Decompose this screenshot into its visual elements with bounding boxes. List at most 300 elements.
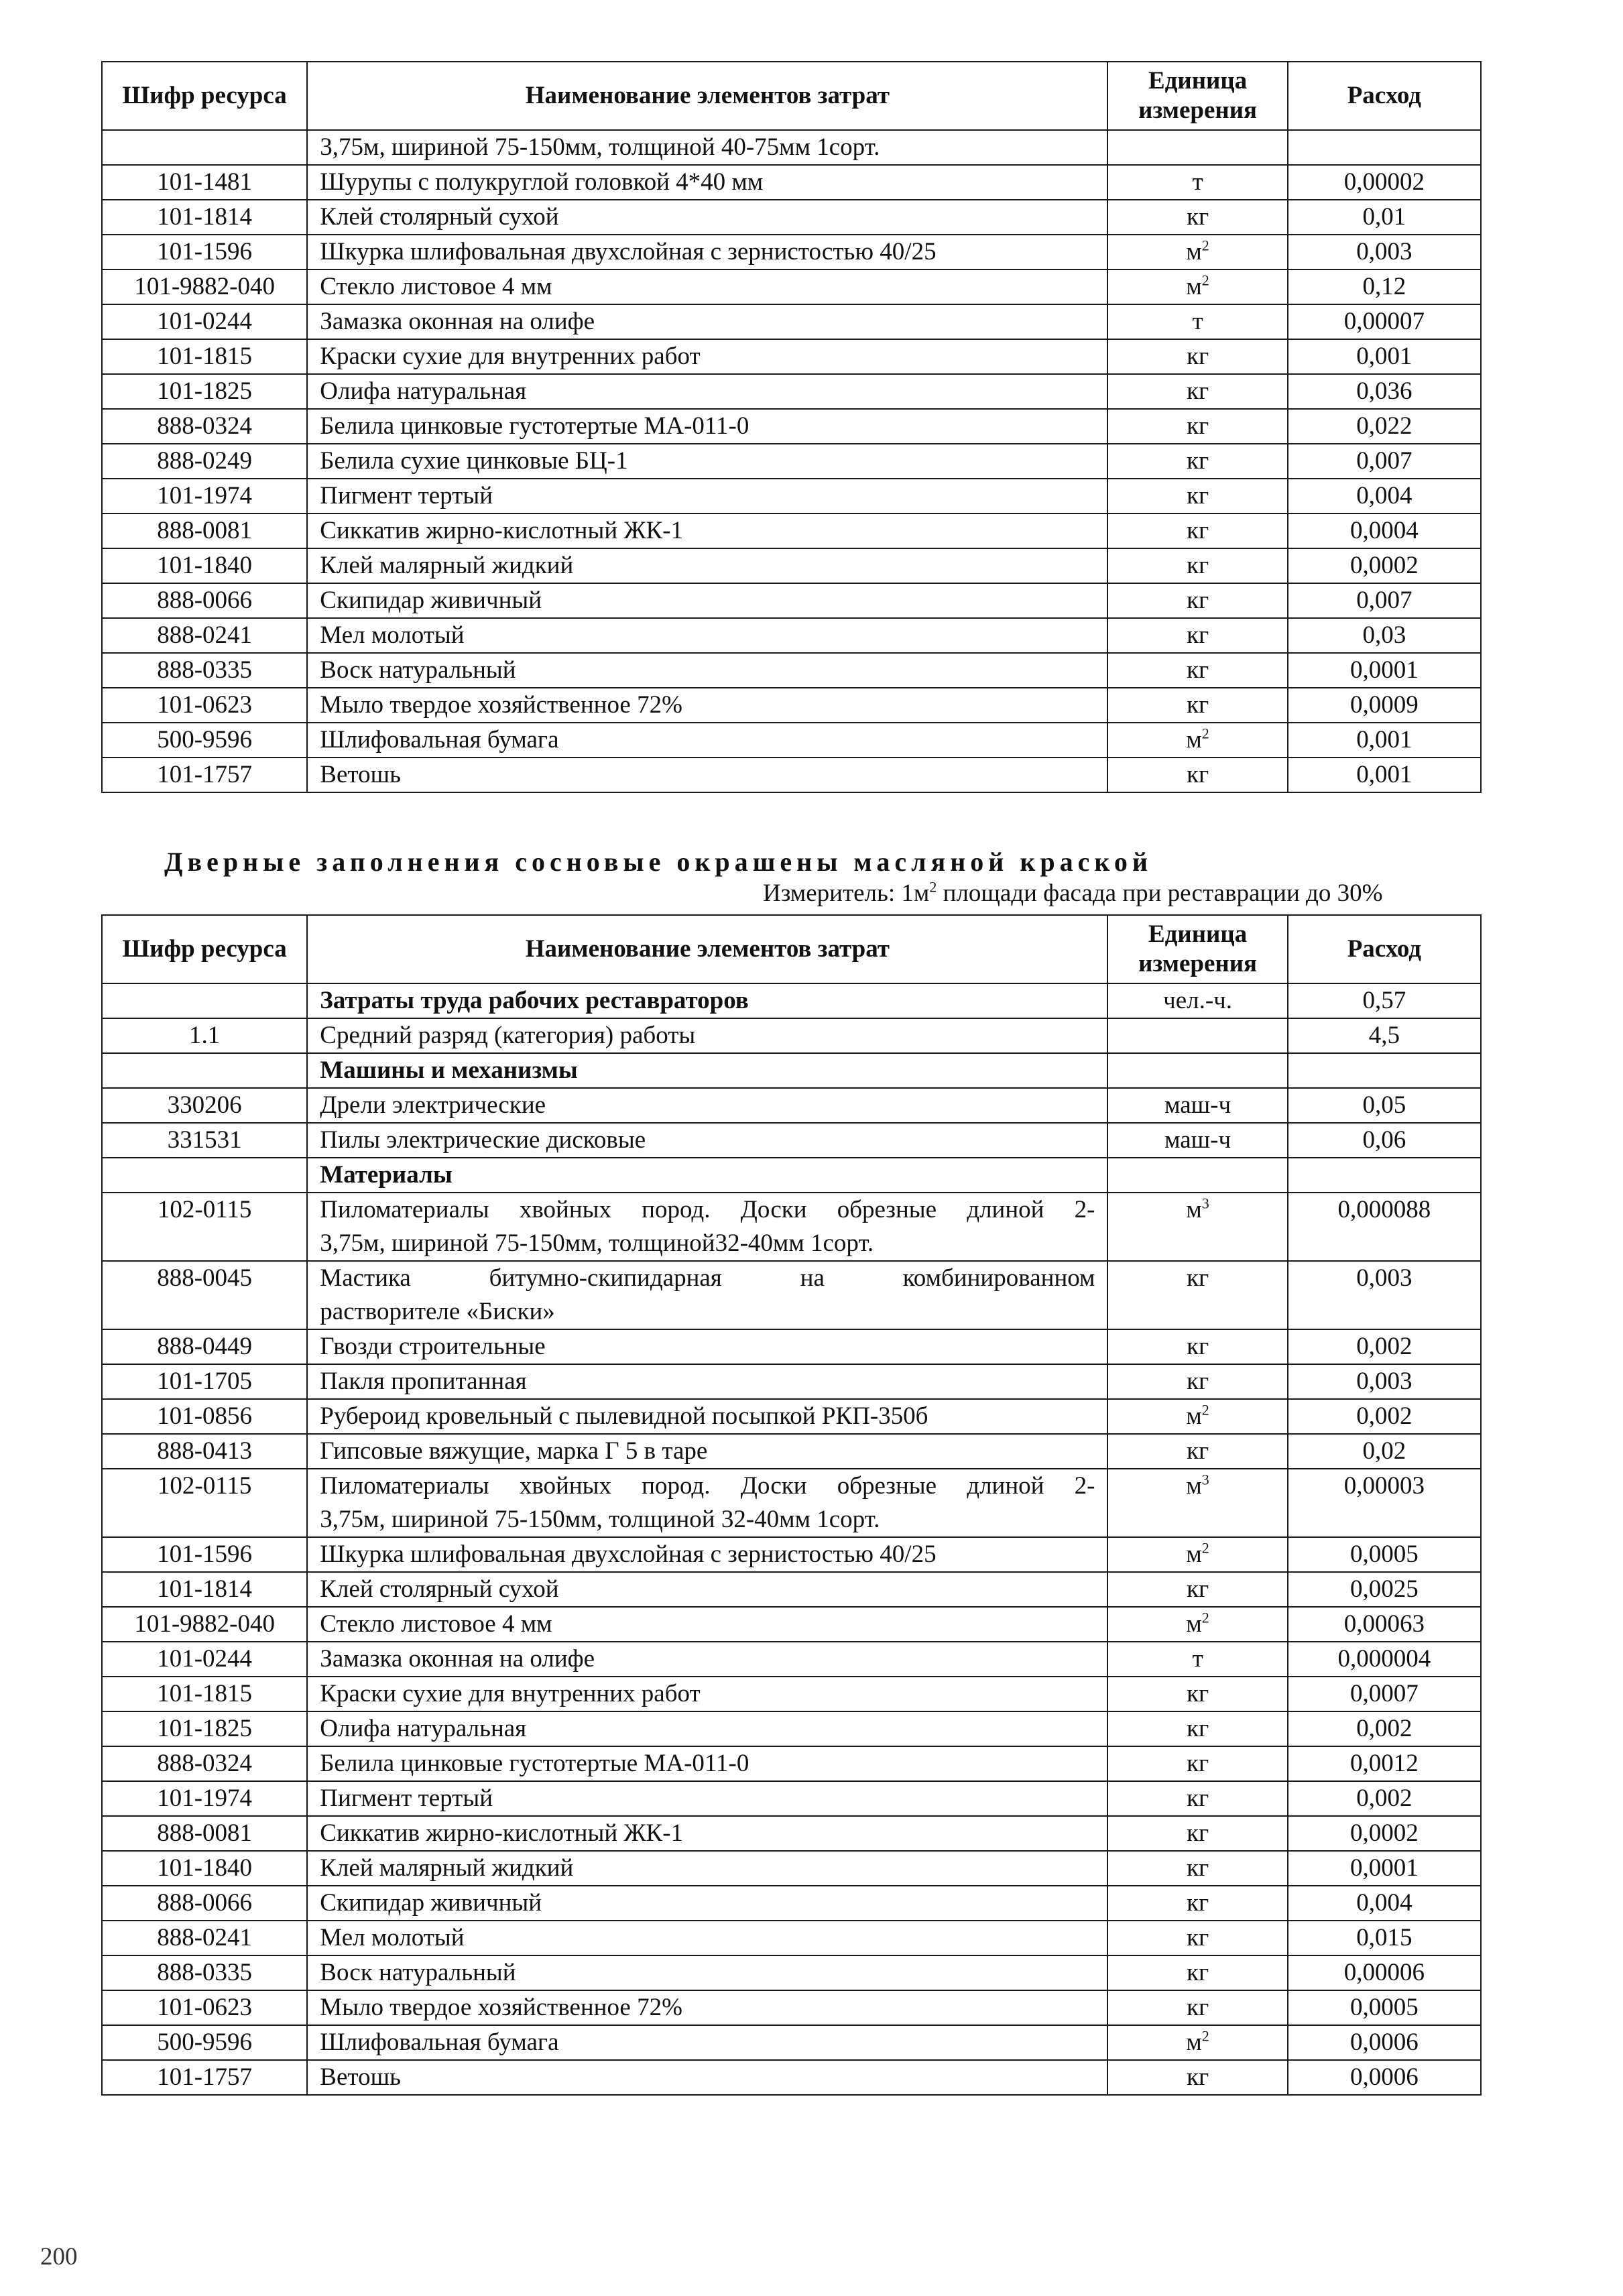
resource-name bbox=[307, 1193, 1107, 1261]
header-unit: Единица измерения bbox=[1107, 62, 1287, 130]
unit-cell bbox=[1107, 1434, 1287, 1469]
measure-suffix: площади фасада при реставрации до 30% bbox=[937, 880, 1383, 907]
unit-exponent: 2 bbox=[1201, 271, 1209, 289]
table-row bbox=[102, 1469, 1481, 1537]
unit-cell bbox=[1107, 758, 1287, 792]
table-row bbox=[102, 339, 1481, 374]
unit: маш-ч bbox=[1164, 1126, 1231, 1154]
resource-name: Белила сухие цинковые БЦ-1 bbox=[307, 444, 1107, 479]
consumption-value: 0,00063 bbox=[1288, 1607, 1481, 1642]
resource-code: 101-9882-040 bbox=[102, 1607, 307, 1642]
table-row bbox=[102, 688, 1481, 723]
unit: м bbox=[1186, 1196, 1202, 1223]
unit-cell bbox=[1107, 1921, 1287, 1955]
unit: кг bbox=[1187, 1333, 1209, 1360]
consumption-value: 0,002 bbox=[1288, 1329, 1481, 1364]
resource-name: Клей малярный жидкий bbox=[307, 548, 1107, 583]
table-row bbox=[102, 1851, 1481, 1886]
unit-exponent: 2 bbox=[1201, 1401, 1209, 1418]
unit: м bbox=[1186, 2029, 1202, 2056]
unit-cell bbox=[1107, 1537, 1287, 1572]
resource-name bbox=[307, 1469, 1107, 1537]
resource-code: 888-0066 bbox=[102, 1886, 307, 1921]
consumption-value bbox=[1288, 1158, 1481, 1193]
unit: т bbox=[1192, 1645, 1203, 1673]
table-row bbox=[102, 1746, 1481, 1781]
unit-cell bbox=[1107, 479, 1287, 513]
resource-code: 888-0066 bbox=[102, 583, 307, 618]
table-row bbox=[102, 1399, 1481, 1434]
unit: м bbox=[1186, 1540, 1202, 1568]
consumption-value: 0,00002 bbox=[1288, 165, 1481, 200]
resource-code: 888-0241 bbox=[102, 618, 307, 653]
resource-name: Белила цинковые густотертые МА-011-0 bbox=[307, 1746, 1107, 1781]
header-qty: Расход bbox=[1288, 62, 1481, 130]
unit: т bbox=[1192, 308, 1203, 335]
consumption-value bbox=[1288, 1053, 1481, 1088]
header-name: Наименование элементов затрат bbox=[307, 62, 1107, 130]
resource-name: Олифа натуральная bbox=[307, 1711, 1107, 1746]
table-2-body bbox=[102, 983, 1481, 2095]
unit-cell bbox=[1107, 723, 1287, 758]
unit: м bbox=[1186, 273, 1202, 300]
resource-name: Клей столярный сухой bbox=[307, 200, 1107, 235]
unit: кг bbox=[1187, 1715, 1209, 1742]
unit: кг bbox=[1187, 1924, 1209, 1951]
consumption-value: 0,0005 bbox=[1288, 1990, 1481, 2025]
unit-cell bbox=[1107, 1193, 1287, 1261]
consumption-value: 0,015 bbox=[1288, 1921, 1481, 1955]
resource-name: Шурупы с полукруглой головкой 4*40 мм bbox=[307, 165, 1107, 200]
unit: кг bbox=[1187, 1854, 1209, 1882]
consumption-value: 0,57 bbox=[1288, 983, 1481, 1018]
table-row bbox=[102, 374, 1481, 409]
unit: кг bbox=[1187, 447, 1209, 475]
resource-code: 101-1814 bbox=[102, 1572, 307, 1607]
resource-code: 101-0623 bbox=[102, 1990, 307, 2025]
unit-exponent: 2 bbox=[1201, 1609, 1209, 1626]
resource-code: 101-1974 bbox=[102, 479, 307, 513]
consumption-value: 0,007 bbox=[1288, 583, 1481, 618]
table-row bbox=[102, 723, 1481, 758]
resource-code: 101-1974 bbox=[102, 1781, 307, 1816]
resource-name: Шкурка шлифовальная двухслойная с зернистостью 40/25 bbox=[307, 235, 1107, 269]
resource-code: 888-0241 bbox=[102, 1921, 307, 1955]
resource-name-line1: Пиломатериалы хвойных пород. Доски обрезные длиной 2- bbox=[320, 1196, 1095, 1223]
resource-code: 888-0081 bbox=[102, 513, 307, 548]
resource-name: Замазка оконная на олифе bbox=[307, 1642, 1107, 1677]
consumption-value: 0,0005 bbox=[1288, 1537, 1481, 1572]
measure-prefix: Измеритель: 1м bbox=[763, 880, 930, 907]
resource-code: 888-0324 bbox=[102, 409, 307, 444]
unit-cell bbox=[1107, 1158, 1287, 1193]
table-row bbox=[102, 1537, 1481, 1572]
resource-code: 101-9882-040 bbox=[102, 269, 307, 304]
table-row bbox=[102, 1261, 1481, 1329]
unit-cell bbox=[1107, 1990, 1287, 2025]
resource-code bbox=[102, 1053, 307, 1088]
consumption-value: 4,5 bbox=[1288, 1018, 1481, 1053]
table-row bbox=[102, 653, 1481, 688]
resource-code bbox=[102, 983, 307, 1018]
resource-code: 888-0081 bbox=[102, 1816, 307, 1851]
unit: кг bbox=[1187, 761, 1209, 788]
table-row bbox=[102, 130, 1481, 165]
unit-cell bbox=[1107, 1261, 1287, 1329]
resource-name: Сиккатив жирно-кислотный ЖК-1 bbox=[307, 1816, 1107, 1851]
unit-cell bbox=[1107, 1053, 1287, 1088]
table-row bbox=[102, 1158, 1481, 1193]
resource-name-line1: Пиломатериалы хвойных пород. Доски обрезные длиной 2- bbox=[320, 1472, 1095, 1500]
resource-name: Шкурка шлифовальная двухслойная с зернистостью 40/25 bbox=[307, 1537, 1107, 1572]
unit: кг bbox=[1187, 691, 1209, 719]
resource-name: Материалы bbox=[307, 1158, 1107, 1193]
unit: т bbox=[1192, 168, 1203, 196]
table-row bbox=[102, 1921, 1481, 1955]
resource-name-line2: 3,75м, шириной 75-150мм, толщиной 32-40мм 1сорт. bbox=[320, 1506, 880, 1533]
consumption-value: 0,001 bbox=[1288, 758, 1481, 792]
resource-code: 101-1757 bbox=[102, 758, 307, 792]
unit-cell bbox=[1107, 1088, 1287, 1123]
table-row bbox=[102, 2060, 1481, 2095]
consumption-value: 0,0001 bbox=[1288, 653, 1481, 688]
table-row bbox=[102, 269, 1481, 304]
unit: кг bbox=[1187, 343, 1209, 370]
consumption-value bbox=[1288, 130, 1481, 165]
resource-name: Шлифовальная бумага bbox=[307, 723, 1107, 758]
resource-code: 102-0115 bbox=[102, 1193, 307, 1261]
resource-table-2 bbox=[101, 914, 1482, 2096]
consumption-value: 0,000004 bbox=[1288, 1642, 1481, 1677]
resource-code: 101-0244 bbox=[102, 1642, 307, 1677]
resource-name: Мел молотый bbox=[307, 618, 1107, 653]
resource-code bbox=[102, 1158, 307, 1193]
resource-name: Воск натуральный bbox=[307, 1955, 1107, 1990]
measure-line bbox=[763, 879, 1382, 908]
table-row bbox=[102, 1329, 1481, 1364]
table-row bbox=[102, 548, 1481, 583]
resource-code: 888-0449 bbox=[102, 1329, 307, 1364]
resource-code: 101-1814 bbox=[102, 200, 307, 235]
unit-cell bbox=[1107, 1572, 1287, 1607]
unit-cell bbox=[1107, 513, 1287, 548]
resource-name: Замазка оконная на олифе bbox=[307, 304, 1107, 339]
unit-cell bbox=[1107, 618, 1287, 653]
resource-code: 500-9596 bbox=[102, 723, 307, 758]
resource-code: 101-1825 bbox=[102, 374, 307, 409]
resource-name: Мыло твердое хозяйственное 72% bbox=[307, 688, 1107, 723]
unit-cell bbox=[1107, 1123, 1287, 1158]
consumption-value: 0,002 bbox=[1288, 1711, 1481, 1746]
resource-code: 101-0623 bbox=[102, 688, 307, 723]
table-row bbox=[102, 1053, 1481, 1088]
table-row bbox=[102, 583, 1481, 618]
unit: кг bbox=[1187, 1819, 1209, 1847]
resource-code: 330206 bbox=[102, 1088, 307, 1123]
unit: кг bbox=[1187, 377, 1209, 405]
resource-name: Скипидар живичный bbox=[307, 583, 1107, 618]
unit: кг bbox=[1187, 552, 1209, 579]
resource-code: 101-1757 bbox=[102, 2060, 307, 2095]
consumption-value: 0,0001 bbox=[1288, 1851, 1481, 1886]
unit-cell bbox=[1107, 1329, 1287, 1364]
consumption-value: 0,001 bbox=[1288, 339, 1481, 374]
consumption-value: 0,003 bbox=[1288, 1261, 1481, 1329]
unit-cell bbox=[1107, 2025, 1287, 2060]
unit-cell bbox=[1107, 200, 1287, 235]
unit-cell bbox=[1107, 1469, 1287, 1537]
consumption-value: 0,003 bbox=[1288, 1364, 1481, 1399]
consumption-value: 0,12 bbox=[1288, 269, 1481, 304]
resource-code: 101-1596 bbox=[102, 235, 307, 269]
table-row bbox=[102, 1364, 1481, 1399]
unit: кг bbox=[1187, 1264, 1209, 1292]
resource-name: Белила цинковые густотертые МА-011-0 bbox=[307, 409, 1107, 444]
resource-code: 101-1596 bbox=[102, 1537, 307, 1572]
resource-name-line2: 3,75м, шириной 75-150мм, толщиной32-40мм 1сорт. bbox=[320, 1229, 874, 1257]
table-row bbox=[102, 304, 1481, 339]
header-code: Шифр ресурса bbox=[102, 62, 307, 130]
unit: кг bbox=[1187, 412, 1209, 440]
unit: м bbox=[1186, 238, 1202, 265]
resource-name: Олифа натуральная bbox=[307, 374, 1107, 409]
unit: кг bbox=[1187, 1785, 1209, 1812]
table-row bbox=[102, 1955, 1481, 1990]
unit-cell bbox=[1107, 1955, 1287, 1990]
resource-code: 888-0335 bbox=[102, 1955, 307, 1990]
table-row bbox=[102, 983, 1481, 1018]
unit: м bbox=[1186, 726, 1202, 753]
consumption-value: 0,007 bbox=[1288, 444, 1481, 479]
unit-cell bbox=[1107, 1816, 1287, 1851]
unit: кг bbox=[1187, 482, 1209, 509]
consumption-value: 0,05 bbox=[1288, 1088, 1481, 1123]
resource-table-1 bbox=[101, 61, 1482, 793]
resource-code: 888-0324 bbox=[102, 1746, 307, 1781]
resource-name: Краски сухие для внутренних работ bbox=[307, 339, 1107, 374]
resource-code: 888-0249 bbox=[102, 444, 307, 479]
unit: кг bbox=[1187, 1368, 1209, 1395]
resource-name bbox=[307, 1261, 1107, 1329]
table-row bbox=[102, 1018, 1481, 1053]
unit-exponent: 2 bbox=[1201, 1539, 1209, 1557]
unit: м bbox=[1186, 1472, 1202, 1500]
unit: маш-ч bbox=[1164, 1091, 1231, 1119]
unit-cell bbox=[1107, 269, 1287, 304]
unit-cell bbox=[1107, 1642, 1287, 1677]
resource-name: 3,75м, шириной 75-150мм, толщиной 40-75мм 1сорт. bbox=[307, 130, 1107, 165]
consumption-value: 0,06 bbox=[1288, 1123, 1481, 1158]
resource-code: 101-0244 bbox=[102, 304, 307, 339]
section-title: Дверные заполнения сосновые окрашены масляной краской bbox=[164, 847, 1152, 877]
page-number: 200 bbox=[40, 2243, 78, 2271]
resource-code: 888-0413 bbox=[102, 1434, 307, 1469]
consumption-value: 0,002 bbox=[1288, 1781, 1481, 1816]
resource-name-line2: растворителе «Биски» bbox=[320, 1298, 555, 1325]
unit: кг bbox=[1187, 203, 1209, 231]
resource-code: 101-1481 bbox=[102, 165, 307, 200]
table-row bbox=[102, 1572, 1481, 1607]
table-row bbox=[102, 444, 1481, 479]
consumption-value: 0,00003 bbox=[1288, 1469, 1481, 1537]
resource-code bbox=[102, 130, 307, 165]
resource-code: 101-0856 bbox=[102, 1399, 307, 1434]
unit: кг bbox=[1187, 587, 1209, 614]
table-row bbox=[102, 1642, 1481, 1677]
table-row bbox=[102, 513, 1481, 548]
unit-cell bbox=[1107, 1711, 1287, 1746]
resource-name: Средний разряд (категория) работы bbox=[307, 1018, 1107, 1053]
resource-name: Пигмент тертый bbox=[307, 1781, 1107, 1816]
resource-name: Стекло листовое 4 мм bbox=[307, 269, 1107, 304]
table-row bbox=[102, 479, 1481, 513]
table-row bbox=[102, 1711, 1481, 1746]
unit-cell bbox=[1107, 1399, 1287, 1434]
unit-exponent: 2 bbox=[1201, 2027, 1209, 2045]
consumption-value: 0,002 bbox=[1288, 1399, 1481, 1434]
unit-cell bbox=[1107, 2060, 1287, 2095]
resource-name: Сиккатив жирно-кислотный ЖК-1 bbox=[307, 513, 1107, 548]
table-row bbox=[102, 165, 1481, 200]
resource-name: Скипидар живичный bbox=[307, 1886, 1107, 1921]
resource-name: Рубероид кровельный с пылевидной посыпкой РКП-350б bbox=[307, 1399, 1107, 1434]
resource-name: Дрели электрические bbox=[307, 1088, 1107, 1123]
consumption-value: 0,0025 bbox=[1288, 1572, 1481, 1607]
unit: кг bbox=[1187, 2063, 1209, 2091]
resource-name: Ветошь bbox=[307, 2060, 1107, 2095]
resource-code: 1.1 bbox=[102, 1018, 307, 1053]
header-unit: Единица измерения bbox=[1107, 915, 1287, 983]
resource-name: Стекло листовое 4 мм bbox=[307, 1607, 1107, 1642]
resource-code: 888-0335 bbox=[102, 653, 307, 688]
unit: м bbox=[1186, 1402, 1202, 1430]
resource-name: Клей столярный сухой bbox=[307, 1572, 1107, 1607]
resource-name: Мел молотый bbox=[307, 1921, 1107, 1955]
unit-cell bbox=[1107, 1886, 1287, 1921]
consumption-value: 0,022 bbox=[1288, 409, 1481, 444]
resource-code: 331531 bbox=[102, 1123, 307, 1158]
consumption-value: 0,003 bbox=[1288, 235, 1481, 269]
resource-code: 101-1815 bbox=[102, 339, 307, 374]
unit-cell bbox=[1107, 1018, 1287, 1053]
unit-cell bbox=[1107, 304, 1287, 339]
unit-cell bbox=[1107, 983, 1287, 1018]
unit-cell bbox=[1107, 409, 1287, 444]
table-row bbox=[102, 1607, 1481, 1642]
consumption-value: 0,001 bbox=[1288, 723, 1481, 758]
resource-code: 888-0045 bbox=[102, 1261, 307, 1329]
table-row bbox=[102, 1886, 1481, 1921]
resource-name: Краски сухие для внутренних работ bbox=[307, 1677, 1107, 1711]
table-1-body bbox=[102, 130, 1481, 792]
unit: чел.-ч. bbox=[1163, 987, 1233, 1014]
table-row bbox=[102, 2025, 1481, 2060]
unit: кг bbox=[1187, 1889, 1209, 1917]
resource-name: Клей малярный жидкий bbox=[307, 1851, 1107, 1886]
unit-exponent: 2 bbox=[1201, 725, 1209, 742]
unit: кг bbox=[1187, 1959, 1209, 1986]
unit-cell bbox=[1107, 688, 1287, 723]
unit-exponent: 3 bbox=[1201, 1195, 1209, 1212]
resource-name: Затраты труда рабочих реставраторов bbox=[307, 983, 1107, 1018]
resource-code: 500-9596 bbox=[102, 2025, 307, 2060]
consumption-value: 0,0012 bbox=[1288, 1746, 1481, 1781]
consumption-value: 0,0006 bbox=[1288, 2025, 1481, 2060]
resource-name: Мыло твердое хозяйственное 72% bbox=[307, 1990, 1107, 2025]
table-row bbox=[102, 1123, 1481, 1158]
consumption-value: 0,000088 bbox=[1288, 1193, 1481, 1261]
consumption-value: 0,0007 bbox=[1288, 1677, 1481, 1711]
table-row bbox=[102, 1677, 1481, 1711]
unit: кг bbox=[1187, 656, 1209, 684]
unit-cell bbox=[1107, 548, 1287, 583]
consumption-value: 0,004 bbox=[1288, 1886, 1481, 1921]
unit-cell bbox=[1107, 339, 1287, 374]
resource-code: 101-1840 bbox=[102, 548, 307, 583]
table-row bbox=[102, 1781, 1481, 1816]
unit-cell bbox=[1107, 653, 1287, 688]
resource-name: Пигмент тертый bbox=[307, 479, 1107, 513]
unit-cell bbox=[1107, 1607, 1287, 1642]
measure-sup: 2 bbox=[929, 878, 937, 896]
header-name: Наименование элементов затрат bbox=[307, 915, 1107, 983]
resource-code: 101-1815 bbox=[102, 1677, 307, 1711]
consumption-value: 0,0006 bbox=[1288, 2060, 1481, 2095]
unit: кг bbox=[1187, 1994, 1209, 2021]
consumption-value: 0,02 bbox=[1288, 1434, 1481, 1469]
unit-cell bbox=[1107, 1677, 1287, 1711]
resource-name: Пилы электрические дисковые bbox=[307, 1123, 1107, 1158]
resource-name: Машины и механизмы bbox=[307, 1053, 1107, 1088]
table-row bbox=[102, 758, 1481, 792]
unit: кг bbox=[1187, 1575, 1209, 1603]
unit-cell bbox=[1107, 1851, 1287, 1886]
resource-code: 101-1825 bbox=[102, 1711, 307, 1746]
unit-cell bbox=[1107, 165, 1287, 200]
unit: м bbox=[1186, 1610, 1202, 1638]
table-row bbox=[102, 618, 1481, 653]
consumption-value: 0,00007 bbox=[1288, 304, 1481, 339]
header-qty: Расход bbox=[1288, 915, 1481, 983]
resource-code: 102-0115 bbox=[102, 1469, 307, 1537]
unit-cell bbox=[1107, 374, 1287, 409]
resource-name: Шлифовальная бумага bbox=[307, 2025, 1107, 2060]
unit: кг bbox=[1187, 517, 1209, 544]
unit: кг bbox=[1187, 1750, 1209, 1777]
consumption-value: 0,036 bbox=[1288, 374, 1481, 409]
unit-cell bbox=[1107, 1746, 1287, 1781]
unit: кг bbox=[1187, 1680, 1209, 1707]
table-row bbox=[102, 1434, 1481, 1469]
table-row bbox=[102, 1193, 1481, 1261]
table-row bbox=[102, 1990, 1481, 2025]
unit-cell bbox=[1107, 1364, 1287, 1399]
unit-exponent: 3 bbox=[1201, 1471, 1209, 1488]
consumption-value: 0,01 bbox=[1288, 200, 1481, 235]
resource-name: Пакля пропитанная bbox=[307, 1364, 1107, 1399]
resource-code: 101-1705 bbox=[102, 1364, 307, 1399]
consumption-value: 0,004 bbox=[1288, 479, 1481, 513]
unit-cell bbox=[1107, 130, 1287, 165]
consumption-value: 0,0002 bbox=[1288, 1816, 1481, 1851]
table-row bbox=[102, 409, 1481, 444]
table-row bbox=[102, 1816, 1481, 1851]
resource-name-line1: Мастика битумно-скипидарная на комбинированном bbox=[320, 1264, 1095, 1292]
consumption-value: 0,00006 bbox=[1288, 1955, 1481, 1990]
resource-name: Воск натуральный bbox=[307, 653, 1107, 688]
table-row bbox=[102, 235, 1481, 269]
resource-name: Гвозди строительные bbox=[307, 1329, 1107, 1364]
